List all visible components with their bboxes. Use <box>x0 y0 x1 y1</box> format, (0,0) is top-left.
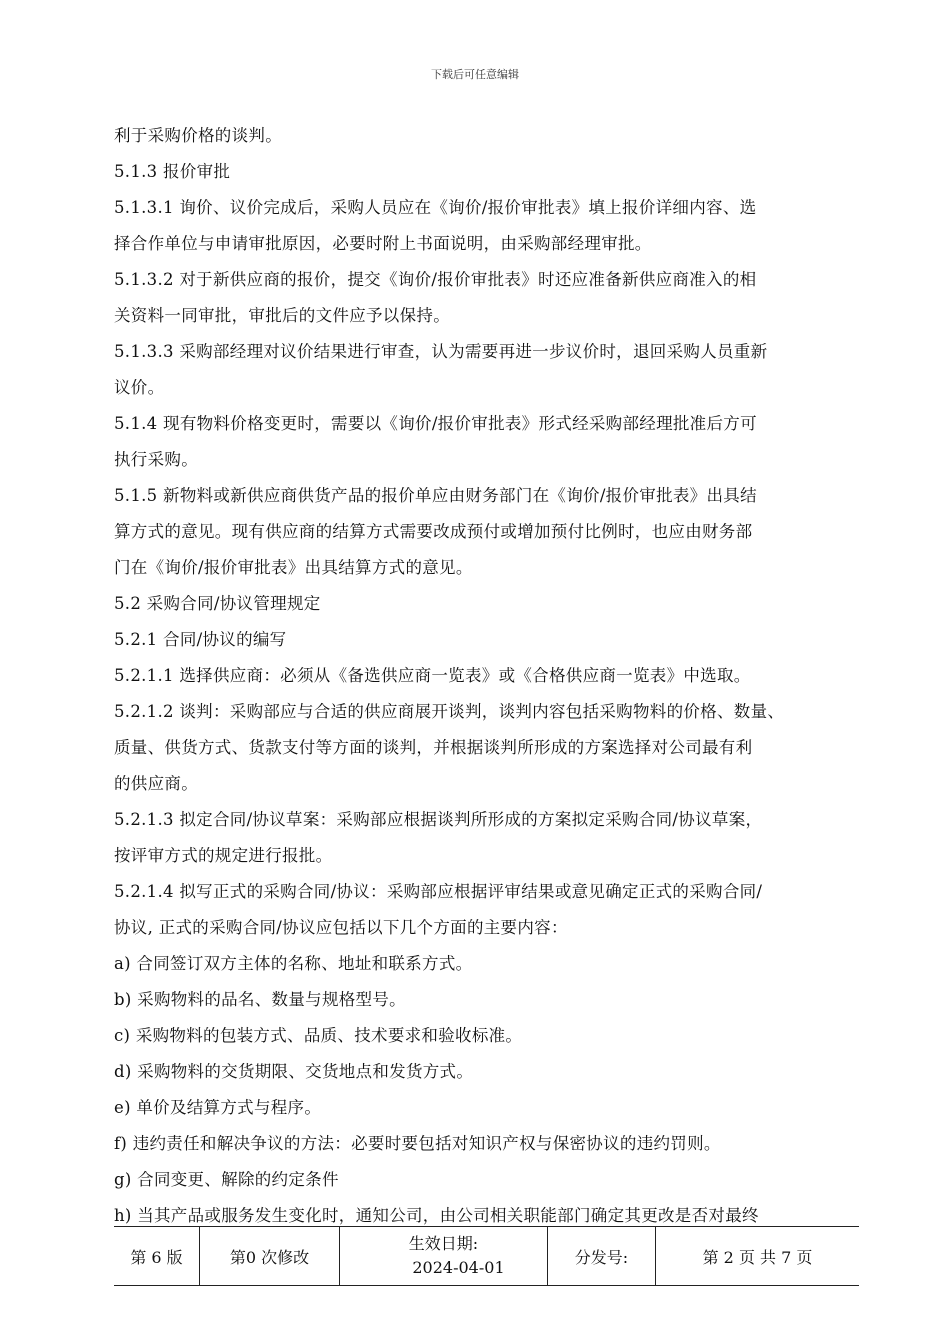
effective-date-label: 生效日期: <box>408 1234 479 1253</box>
text-line: 5.1.5 新物料或新供应商供货产品的报价单应由财务部门在《询价/报价审批表》出具结 <box>114 486 757 505</box>
text-line: 执行采购。 <box>114 450 198 469</box>
footer-distribution: 分发号: <box>548 1227 656 1285</box>
text-line: 5.2.1.3 拟定合同/协议草案：采购部应根据谈判所形成的方案拟定采购合同/协议草案， <box>114 810 763 829</box>
footer-table <box>114 1226 859 1286</box>
list-item: f) 违约责任和解决争议的方法：必要时要包括对知识产权与保密协议的违约罚则。 <box>114 1134 721 1153</box>
page-header: 下载后可任意编辑 <box>431 68 519 81</box>
text-line: 利于采购价格的谈判。 <box>114 126 282 145</box>
footer-effective-date <box>340 1227 548 1285</box>
section-heading: 5.2 采购合同/协议管理规定 <box>114 594 321 613</box>
list-item: h) 当其产品或服务发生变化时，通知公司，由公司相关职能部门确定其更改是否对最终 <box>114 1206 759 1225</box>
list-item: b) 采购物料的品名、数量与规格型号。 <box>114 990 406 1009</box>
text-line: 质量、供货方式、货款支付等方面的谈判，并根据谈判所形成的方案选择对公司最有利 <box>114 738 753 757</box>
footer-edition: 第 6 版 <box>114 1227 200 1285</box>
list-item: d) 采购物料的交货期限、交货地点和发货方式。 <box>114 1062 474 1081</box>
text-line: 5.1.3.1 询价、议价完成后，采购人员应在《询价/报价审批表》填上报价详细内容、选 <box>114 198 757 217</box>
section-heading: 5.2.1 合同/协议的编写 <box>114 630 287 649</box>
text-line: 按评审方式的规定进行报批。 <box>114 846 333 865</box>
list-item: c) 采购物料的包装方式、品质、技术要求和验收标准。 <box>114 1026 523 1045</box>
text-line: 协议, 正式的采购合同/协议应包括以下几个方面的主要内容： <box>114 918 568 937</box>
text-line: 5.2.1.4 拟写正式的采购合同/协议：采购部应根据评审结果或意见确定正式的采购合同/ <box>114 882 763 901</box>
text-line: 5.1.4 现有物料价格变更时，需要以《询价/报价审批表》形式经采购部经理批准后方可 <box>114 414 757 433</box>
text-line: 择合作单位与申请审批原因，必要时附上书面说明，由采购部经理审批。 <box>114 234 652 253</box>
section-heading: 5.1.3 报价审批 <box>114 162 231 181</box>
list-item: a) 合同签订双方主体的名称、地址和联系方式。 <box>114 954 473 973</box>
footer-revision: 第0 次修改 <box>200 1227 340 1285</box>
list-item: g) 合同变更、解除的约定条件 <box>114 1170 339 1189</box>
effective-date-value: 2024-04-01 <box>412 1258 505 1277</box>
text-line: 5.1.3.2 对于新供应商的报价，提交《询价/报价审批表》时还应准备新供应商准入的相 <box>114 270 757 289</box>
text-line: 5.2.1.1 选择供应商：必须从《备选供应商一览表》或《合格供应商一览表》中选取。 <box>114 666 751 685</box>
text-line: 议价。 <box>114 378 165 397</box>
text-line: 算方式的意见。现有供应商的结算方式需要改成预付或增加预付比例时，也应由财务部 <box>114 522 753 541</box>
document-body <box>114 118 874 1234</box>
list-item: e) 单价及结算方式与程序。 <box>114 1098 322 1117</box>
text-line: 5.2.1.2 谈判：采购部应与合适的供应商展开谈判，谈判内容包括采购物料的价格、数量、 <box>114 702 785 721</box>
footer-page-info: 第 2 页 共 7 页 <box>702 1247 813 1267</box>
text-line: 的供应商。 <box>114 774 198 793</box>
text-line: 门在《询价/报价审批表》出具结算方式的意见。 <box>114 558 473 577</box>
text-line: 关资料一同审批，审批后的文件应予以保持。 <box>114 306 450 325</box>
text-line: 5.1.3.3 采购部经理对议价结果进行审查，认为需要再进一步议价时，退回采购人员重新 <box>114 342 768 361</box>
